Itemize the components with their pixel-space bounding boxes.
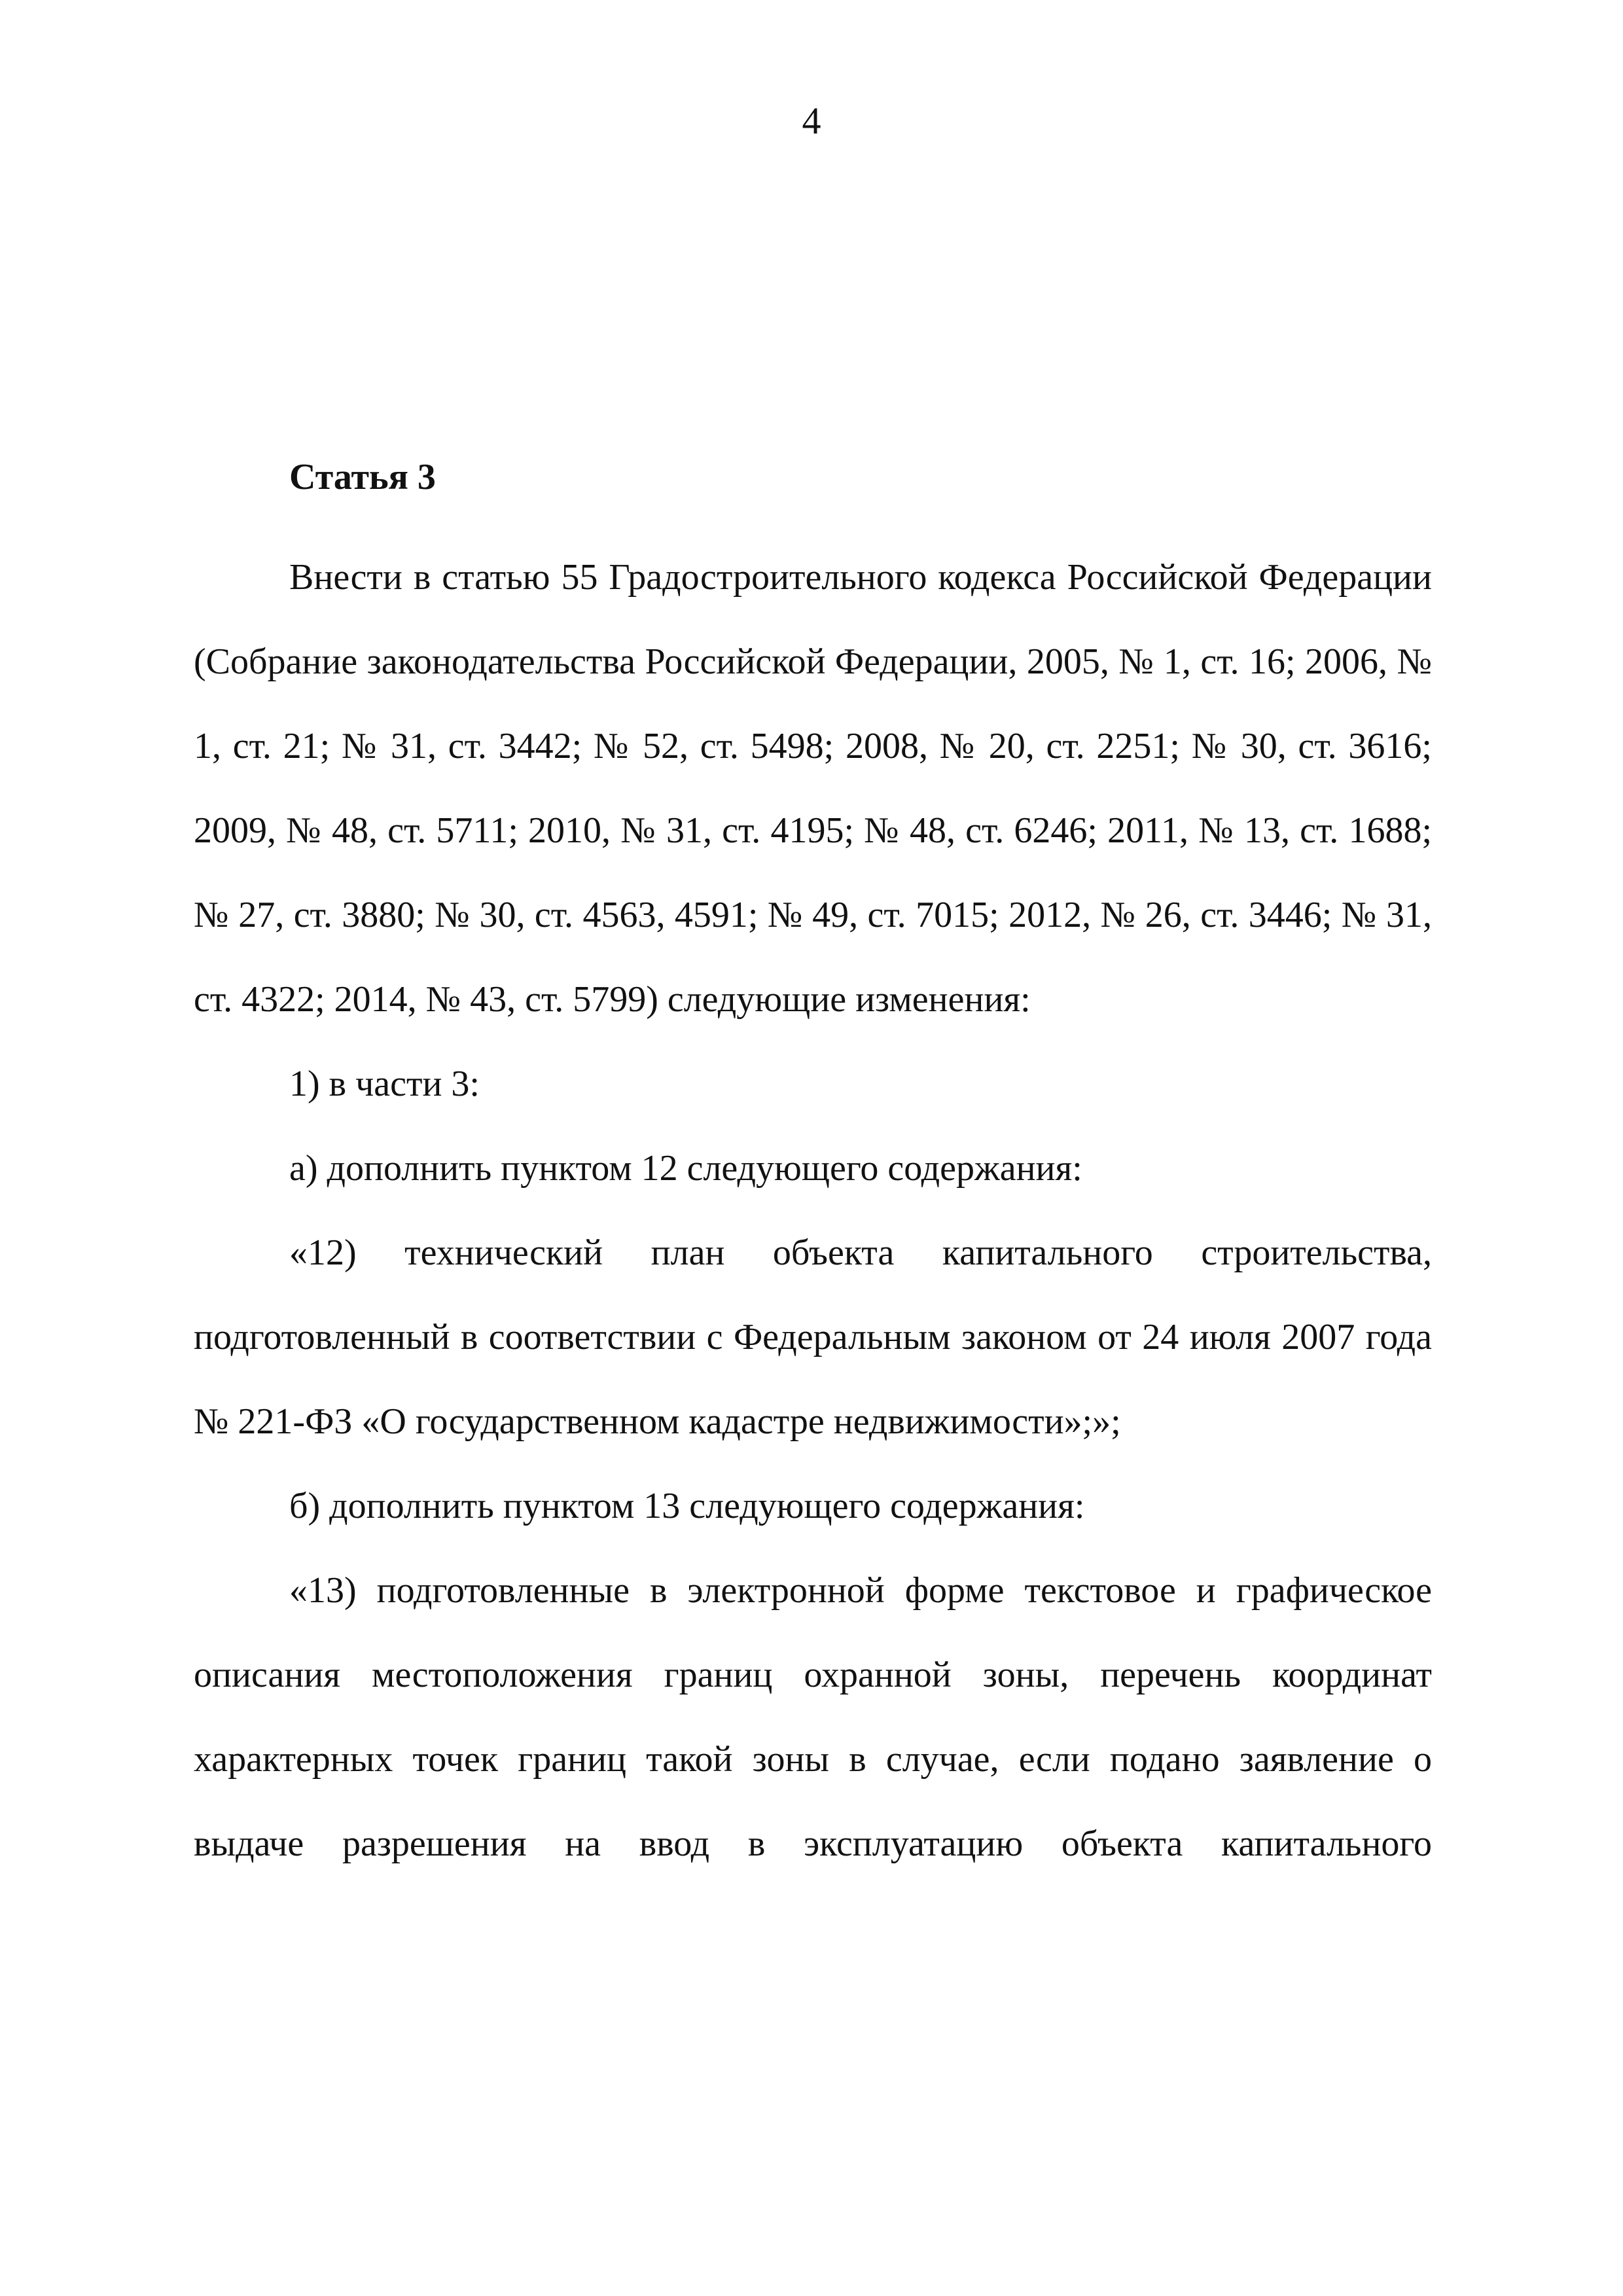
article-title: Статья 3 <box>289 457 436 497</box>
paragraph-amendment-intro: Внести в статью 55 Градостроительного кодекса Российской Федерации (Собрание законодательства Российской Федерации, 2005, № 1, ст. 16; 2006, № 1, ст. 21; № 31, ст. 3442; № 52, ст. 5498; 2008, № 20, ст. 2251; № 30, ст. 3616; 2009, № 48, ст. 5711; 2010, № 31, ст. 4195; № 48, ст. 6246; 2011, № 13, ст. 1688; № 27, ст. 3880; № 30, ст. 4563, 4591; № 49, ст. 7015; 2012, № 26, ст. 3446; № 31, ст. 4322; 2014, № 43, ст. 5799) следующие изменения: <box>194 557 1432 1020</box>
paragraph-item-a: а) дополнить пунктом 12 следующего содержания: <box>289 1148 1082 1189</box>
page-number: 4 <box>802 99 821 142</box>
document-body <box>194 452 1432 1886</box>
paragraph-point-12: «12) технический план объекта капитального строительства, подготовленный в соответствии с Федеральным законом от 24 июля 2007 года № 221-ФЗ «О государственном кадастре недвижимости»;»; <box>194 1232 1432 1442</box>
paragraph-part-3: 1) в части 3: <box>289 1064 480 1104</box>
paragraph-point-13: «13) подготовленные в электронной форме текстовое и графическое описания местоположения границ охранной зоны, перечень координат характерных точек границ такой зоны в случае, если подано заявление о выдаче разрешения на ввод в эксплуатацию объекта капитального <box>194 1570 1432 1864</box>
paragraph-item-b: б) дополнить пунктом 13 следующего содержания: <box>289 1486 1085 1526</box>
